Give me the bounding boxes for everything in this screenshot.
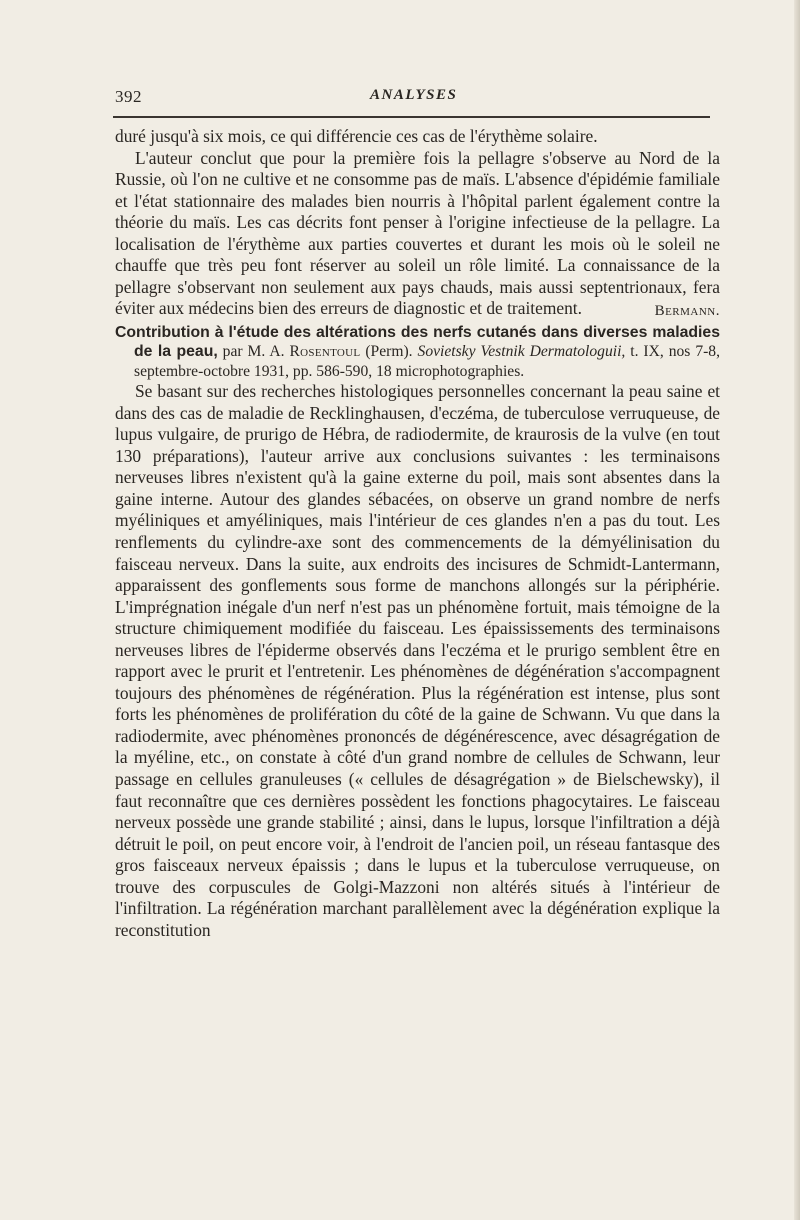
- article-body: Se basant sur des recherches histologiques personnelles concernant la peau saine et dans des cas de maladie de Recklinghausen, d'eczéma, de tuberculose verruqueuse, de lupus vulgaire, de prurigo de Hébra, de radiodermite, de kraurosis de la vulve (en tout 130 préparations), l'auteur arrive aux conclusions suivantes : les terminaisons nerveuses libres n'existent qu'à la gaine externe du poil, mais sont absentes dans la gaine interne. Autour des glandes sébacées, on observe un grand nombre de nerfs myéliniques et amyéliniques, mais l'intérieur de ces glandes n'en a pas du tout. Les renflements du cylindre-axe sont des commencements de la démyélinisation du faisceau nerveux. Dans la suite, aux endroits des incisures de Schmidt-Lantermann, apparaissent des gonflements sous forme de manchons allongés sur la périphérie. L'imprégnation inégale d'un nerf n'est pas un phénomène fortuit, mais témoigne de la structure chimiquement modifiée du faisceau. Les épaississements des terminaisons nerveuses libres de l'épiderme observés dans l'eczéma et le prurigo semblent être en rapport avec le prurit et l'entretenir. Les phénomènes de dégénération s'accompagnent toujours des phénomènes de régénération. Plus la régénération est intense, plus sont forts les phénomènes de prolifération du côté de la gaine de Schwann. Vu que dans la radiodermite, avec phénomènes prononcés de dégénérescence, avec désagrégation de la myéline, etc., on constate à côté d'un grand nombre de cellules de Schwann, leur passage en cellules granuleuses (« cellules de désagrégation » de Bielschewsky), il faut reconnaître que ces dernières possèdent les fonctions phagocytaires. Le faisceau nerveux possède une grande stabilité ; ainsi, dans le lupus, lorsque l'infiltration a déjà détruit le poil, on peut encore voir, à l'endroit de l'ancien poil, un réseau fantasque des gros faisceaux nerveux épaissis ; dans le lupus et la tuberculose verruqueuse, on trouve des corpuscules de Golgi-Mazzoni non altérés situés à l'intérieur de l'infiltration. La régénération marchant parallèlement avec la dégénération explique la reconstitution: [115, 381, 720, 940]
- journal-name: Sovietsky Vestnik Dermatologuii,: [417, 343, 626, 361]
- page-body: [115, 126, 720, 941]
- conclusion-paragraph: [115, 148, 720, 323]
- page-number: 392: [115, 87, 142, 106]
- header-rule: [113, 116, 710, 118]
- article-title: Contribution à l'étude des altérations des nerfs cutanés dans diverses maladies de la peau,: [115, 323, 720, 361]
- continuation-text: duré jusqu'à six mois, ce qui différencie ces cas de l'érythème solaire.: [115, 126, 598, 146]
- page-edge: [794, 0, 800, 1220]
- article-citation: t. IX, nos 7-8, septembre-octobre 1931, pp. 586-590, 18 microphotographies.: [134, 343, 721, 380]
- article-author: Rosentoul: [289, 343, 361, 361]
- reviewer-signature: Bermann.: [654, 303, 720, 320]
- page-header: [115, 85, 710, 115]
- conclusion-text: L'auteur conclut que pour la première fois la pellagre s'observe au Nord de la Russie, où l'on ne cultive et ne consomme pas de maïs. L'absence d'épidémie familiale et l'état stationnaire des malades bien nourris à l'hôpital parlent également contre la théorie du maïs. Les cas décrits font penser à l'origine infectieuse de la pellagre. La localisation de l'érythème aux parties couvertes et durant les mois où le soleil ne chauffe que très peu font réserver au soleil un rôle limité. La connaissance de la pellagre s'observant non seulement aux pays chauds, mais aussi septentrionaux, fera éviter aux médecins bien des erreurs de diagnostic et de traitement.: [115, 147, 720, 319]
- running-title: ANALYSES: [370, 87, 458, 103]
- article-heading: [115, 323, 720, 381]
- article-by: par M. A.: [217, 343, 290, 361]
- article-location: (Perm).: [360, 343, 418, 361]
